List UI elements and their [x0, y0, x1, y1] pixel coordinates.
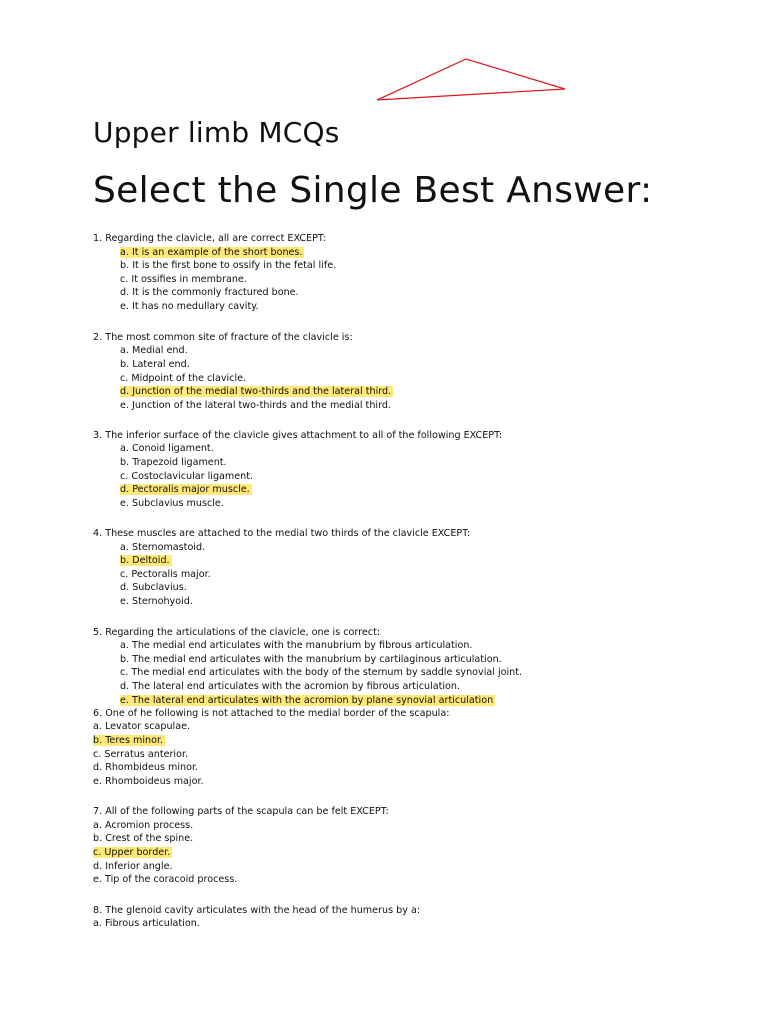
- line-text: a. Levator scapulae.: [93, 721, 191, 732]
- answer-option: [120, 287, 299, 299]
- answer-option: [93, 762, 198, 774]
- answer-option: [93, 918, 200, 930]
- line-text: a. Acromion process.: [93, 820, 194, 831]
- line-text: b. Trapezoid ligament.: [120, 457, 227, 468]
- line-text: a. Medial end.: [120, 345, 188, 356]
- answer-option: [93, 749, 188, 761]
- question-stem: [93, 332, 353, 344]
- question-stem: [93, 528, 470, 540]
- answer-option: [120, 274, 247, 286]
- line-text: 6. One of he following is not attached to the medial border of the scapula:: [93, 708, 450, 719]
- line-text: c. Costoclavicular ligament.: [120, 471, 254, 482]
- line-text: d. Subclavius.: [120, 582, 187, 593]
- answer-option: [120, 471, 253, 483]
- line-text: e. Sternohyoid.: [120, 596, 193, 607]
- highlighted-answer-text: d. Pectoralis major muscle.: [120, 484, 250, 495]
- question-stem: [93, 708, 449, 720]
- line-text: c. It ossifies in membrane.: [120, 274, 247, 285]
- red-triangle-annotation-icon: [377, 59, 565, 100]
- answer-option: [93, 833, 193, 845]
- answer-option: [120, 640, 472, 652]
- line-text: a. Sternomastoid.: [120, 542, 206, 553]
- line-text: e. Tip of the coracoid process.: [93, 874, 238, 885]
- line-text: e. It has no medullary cavity.: [120, 301, 259, 312]
- line-text: c. Pectoralis major.: [120, 569, 211, 580]
- answer-option: [120, 247, 304, 259]
- answer-option: [93, 735, 165, 747]
- line-text: b. Lateral end.: [120, 359, 190, 370]
- line-text: a. Conoid ligament.: [120, 443, 214, 454]
- line-text: 7. All of the following parts of the scapula can be felt EXCEPT:: [93, 806, 389, 817]
- highlighted-answer-text: b. Teres minor.: [93, 735, 164, 746]
- line-text: a. The medial end articulates with the manubrium by fibrous articulation.: [120, 640, 473, 651]
- line-text: c. The medial end articulates with the body of the sternum by saddle synovial joint.: [120, 667, 523, 678]
- answer-option: [120, 373, 246, 385]
- answer-option: [120, 498, 224, 510]
- answer-option: [120, 542, 205, 554]
- highlighted-answer-text: b. Deltoid.: [120, 555, 170, 566]
- line-text: 5. Regarding the articulations of the clavicle, one is correct:: [93, 627, 381, 638]
- answer-option: [120, 345, 188, 357]
- line-text: e. Subclavius muscle.: [120, 498, 224, 509]
- answer-option: [120, 457, 227, 469]
- answer-option: [120, 443, 214, 455]
- question-stem: [93, 430, 502, 442]
- answer-option: [120, 654, 502, 666]
- answer-option: [120, 695, 495, 707]
- highlighted-answer-text: a. It is an example of the short bones.: [120, 247, 303, 258]
- line-text: e. Rhomboideus major.: [93, 776, 204, 787]
- question-stem: [93, 233, 326, 245]
- answer-option: [93, 721, 190, 733]
- answer-option: [93, 847, 172, 859]
- answer-option: [120, 400, 391, 412]
- line-text: a. Fibrous articulation.: [93, 918, 200, 929]
- answer-option: [120, 582, 187, 594]
- line-text: b. Crest of the spine.: [93, 833, 194, 844]
- line-text: c. Midpoint of the clavicle.: [120, 373, 247, 384]
- line-text: 8. The glenoid cavity articulates with the head of the humerus by a:: [93, 905, 421, 916]
- line-text: c. Serratus anterior.: [93, 749, 189, 760]
- answer-option: [120, 359, 190, 371]
- answer-option: [120, 484, 252, 496]
- line-text: d. Rhombideus minor.: [93, 762, 199, 773]
- answer-option: [120, 569, 211, 581]
- line-text: 3. The inferior surface of the clavicle gives attachment to all of the following EXCEPT:: [93, 430, 503, 441]
- line-text: b. It is the first bone to ossify in the fetal life.: [120, 260, 337, 271]
- question-stem: [93, 627, 380, 639]
- line-text: e. Junction of the lateral two-thirds and the medial third.: [120, 400, 391, 411]
- line-text: 4. These muscles are attached to the medial two thirds of the clavicle EXCEPT:: [93, 528, 471, 539]
- answer-option: [120, 681, 460, 693]
- answer-option: [120, 301, 259, 313]
- answer-option: [93, 874, 237, 886]
- highlighted-answer-text: c. Upper border.: [93, 847, 171, 858]
- question-stem: [93, 806, 389, 818]
- line-text: d. The lateral end articulates with the acromion by fibrous articulation.: [120, 681, 461, 692]
- answer-option: [120, 667, 522, 679]
- answer-option: [120, 596, 193, 608]
- line-text: 2. The most common site of fracture of the clavicle is:: [93, 332, 353, 343]
- line-text: d. It is the commonly fractured bone.: [120, 287, 299, 298]
- question-stem: [93, 905, 420, 917]
- answer-option: [120, 260, 336, 272]
- section-heading: Select the Single Best Answer:: [93, 170, 653, 211]
- line-text: d. Inferior angle.: [93, 861, 173, 872]
- answer-option: [93, 776, 204, 788]
- highlighted-answer-text: e. The lateral end articulates with the acromion by plane synovial articulation: [120, 695, 494, 706]
- answer-option: [120, 555, 172, 567]
- answer-option: [93, 861, 173, 873]
- answer-option: [120, 386, 393, 398]
- document-title: Upper limb MCQs: [93, 116, 340, 149]
- highlighted-answer-text: d. Junction of the medial two-thirds and the lateral third.: [120, 386, 392, 397]
- line-text: b. The medial end articulates with the manubrium by cartilaginous articulation.: [120, 654, 502, 665]
- line-text: 1. Regarding the clavicle, all are correct EXCEPT:: [93, 233, 326, 244]
- answer-option: [93, 820, 193, 832]
